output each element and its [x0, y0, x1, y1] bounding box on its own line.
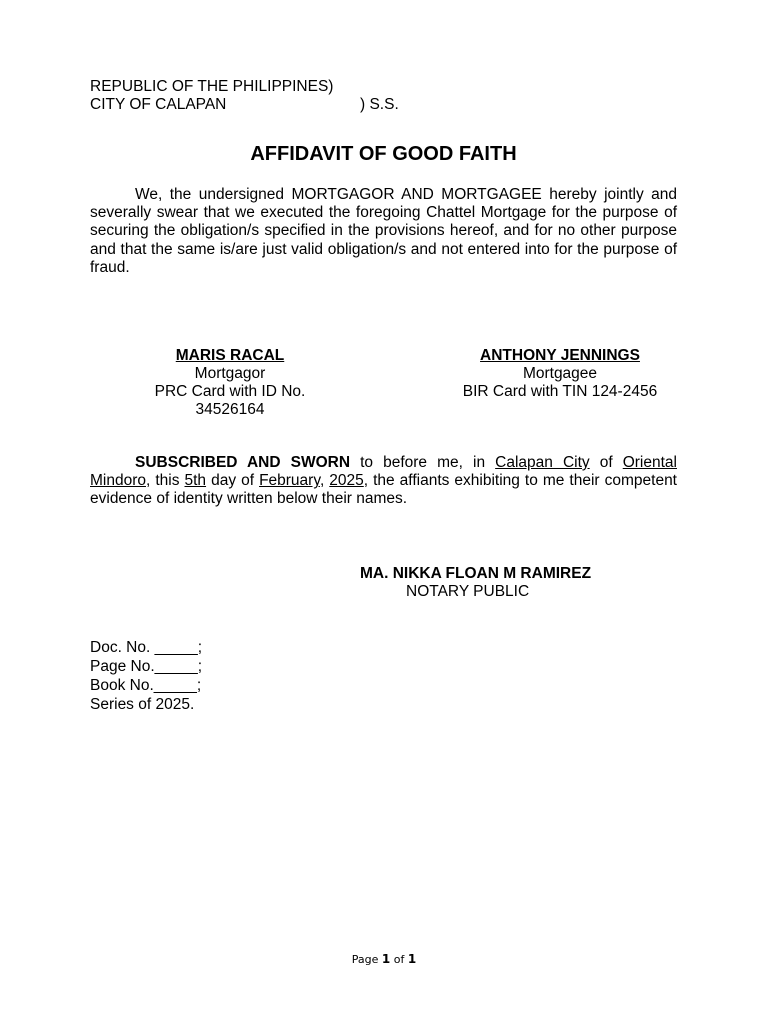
jurat-text-6: , the affiants exhibiting to me their competent evidence of identity written below their names.: [90, 472, 677, 508]
venue-line-republic: REPUBLIC OF THE PHILIPPINES): [90, 78, 334, 95]
mortgagor-id: PRC Card with ID No. 34526164: [154, 383, 306, 418]
jurat-text-1: to before me, in: [350, 454, 496, 471]
doc-number: Doc. No. _____;: [90, 639, 203, 656]
series-year: Series of 2025.: [90, 696, 195, 713]
document-page: [90, 78, 677, 713]
footer-page-word: Page: [351, 953, 379, 966]
jurat-paragraph: [90, 454, 677, 509]
footer-current-page: 1: [381, 952, 391, 966]
book-number: Book No._____;: [90, 677, 202, 694]
venue-line-city: [90, 96, 677, 114]
jurat-city: Calapan City: [495, 454, 590, 471]
signature-mortgagor: [120, 347, 340, 419]
jurat-text-3: , this: [146, 472, 185, 490]
notary-name: MA. NIKKA FLOAN M RAMIREZ: [360, 565, 592, 582]
footer-total-pages: 1: [407, 952, 417, 966]
document-title: AFFIDAVIT OF GOOD FAITH: [250, 143, 517, 165]
page-footer: [0, 952, 768, 966]
jurat-month: February: [259, 472, 320, 490]
jurat-lead: SUBSCRIBED AND SWORN: [135, 454, 351, 471]
mortgagee-id: BIR Card with TIN 124-2456: [462, 383, 658, 400]
mortgagee-name: ANTHONY JENNINGS: [480, 347, 640, 364]
page-number-entry: Page No._____;: [90, 658, 203, 675]
notary-title: NOTARY PUBLIC: [406, 583, 530, 600]
mortgagee-role: Mortgagee: [522, 365, 598, 382]
venue-ss: ) S.S.: [360, 96, 399, 113]
jurat-text-4: day of: [206, 472, 260, 490]
jurat-text-5: ,: [319, 472, 330, 490]
notary-block: [360, 565, 591, 601]
affidavit-body: We, the undersigned MORTGAGOR AND MORTGAGEE hereby jointly and severally swear that we executed the foregoing Chattel Mortgage for the purpose of securing the obligation/s specified in the provisions hereof, and for no other purpose and that the same is/are just valid obligation/s and not entered into for the purpose of fraud.: [90, 186, 677, 276]
signature-mortgagee: [435, 347, 685, 401]
footer-of-word: of: [393, 953, 405, 966]
jurat-text-2: of: [589, 454, 623, 471]
jurat-day: 5th: [184, 472, 207, 490]
jurat-year: 2025: [329, 472, 364, 490]
notarial-register-block: [90, 638, 202, 714]
venue-block: [90, 78, 677, 114]
mortgagor-role: Mortgagor: [194, 365, 266, 382]
jurat-province: Oriental Mindoro: [90, 454, 677, 490]
venue-city: CITY OF CALAPAN: [90, 96, 227, 113]
mortgagor-name: MARIS RACAL: [175, 347, 285, 364]
